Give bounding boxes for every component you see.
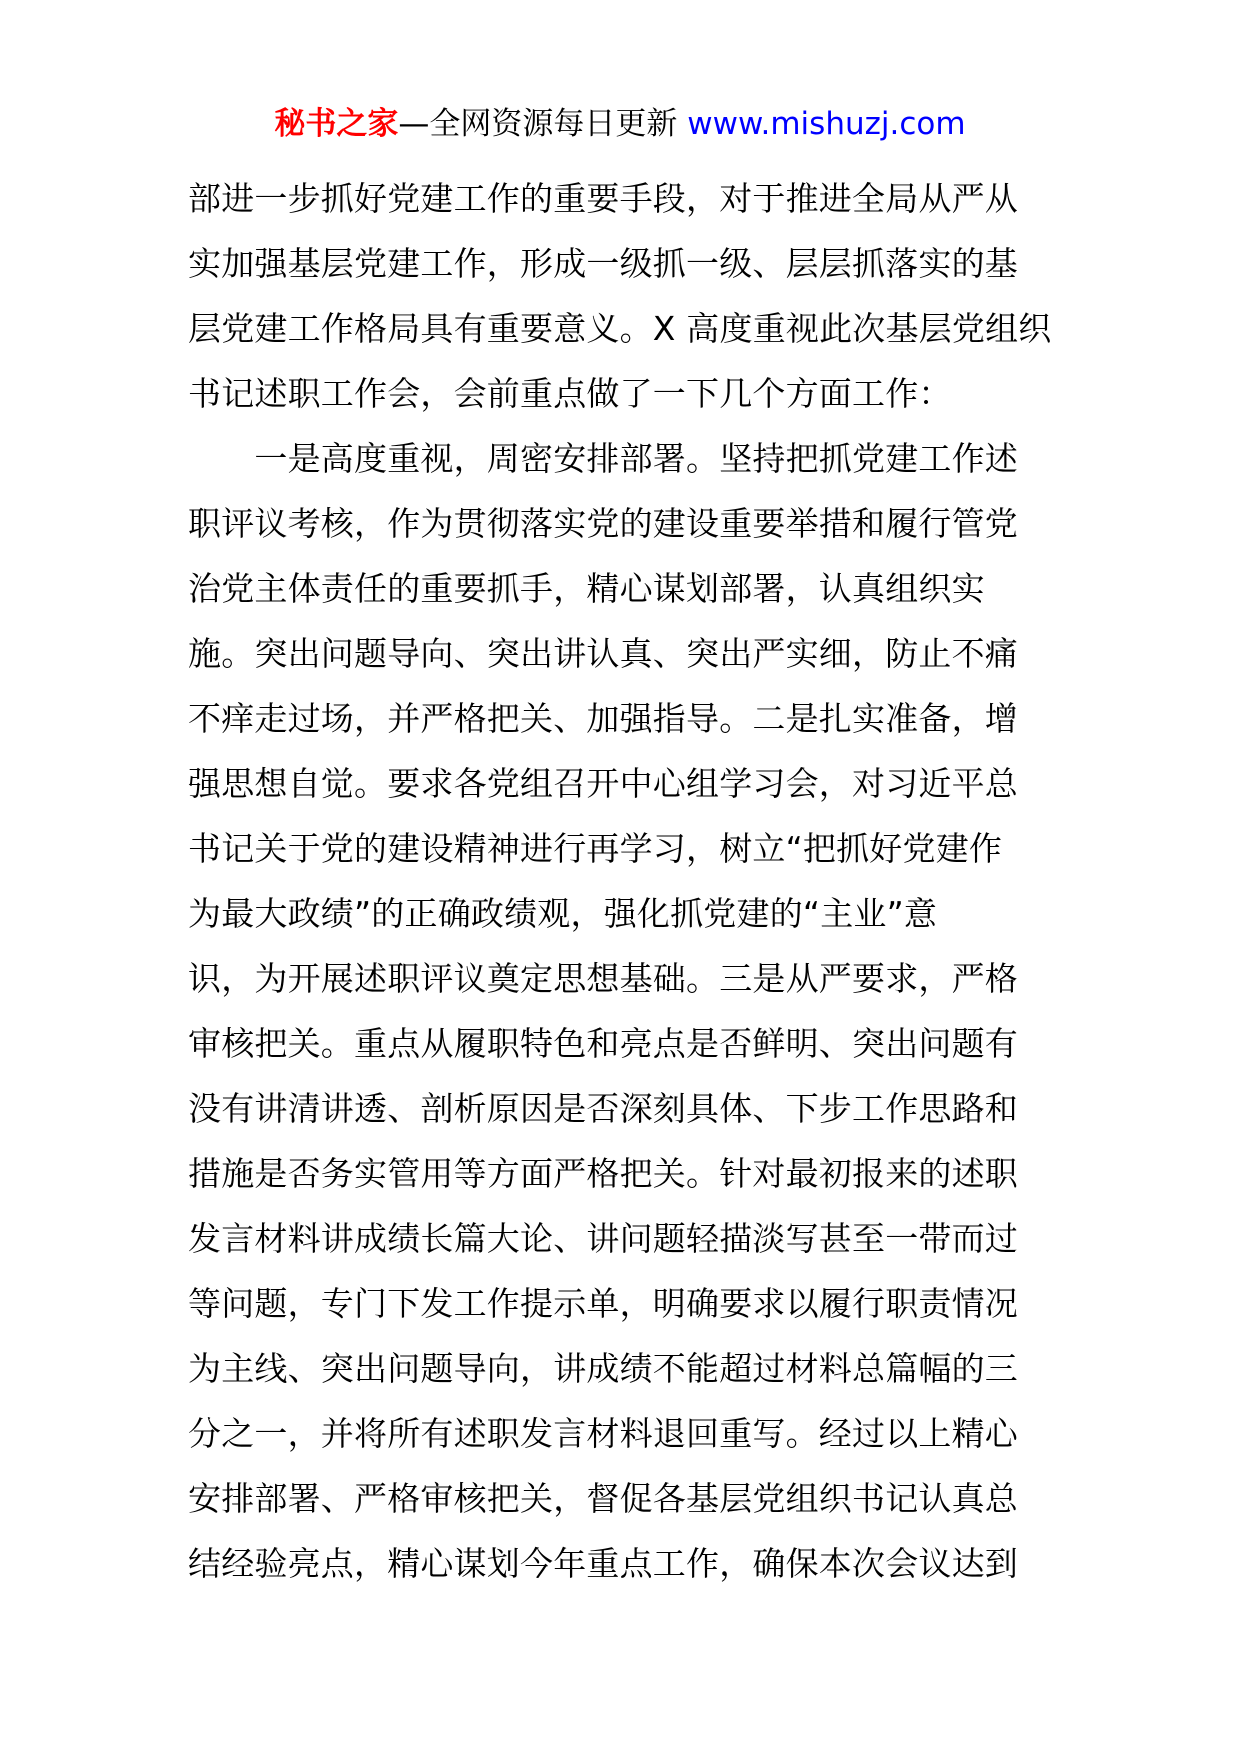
document-body <box>188 166 1068 1596</box>
text-line: 一是高度重视，周密安排部署。坚持把抓党建工作述 <box>188 439 1018 478</box>
text-line: 结经验亮点，精心谋划今年重点工作，确保本次会议达到 <box>188 1544 1018 1583</box>
text-line: 强思想自觉。要求各党组召开中心组学习会，对习近平总 <box>188 764 1018 803</box>
text-line: 措施是否务实管用等方面严格把关。针对最初报来的述职 <box>188 1154 1018 1193</box>
text-line: 书记述职工作会，会前重点做了一下几个方面工作： <box>188 374 952 413</box>
text-line: 职评议考核，作为贯彻落实党的建设重要举措和履行管党 <box>188 504 1018 543</box>
text-line: 审核把关。重点从履职特色和亮点是否鲜明、突出问题有 <box>188 1024 1018 1063</box>
text-line: 实加强基层党建工作，形成一级抓一级、层层抓落实的基 <box>188 244 1018 283</box>
header-brand: 秘书之家 <box>274 106 399 142</box>
text-line: 为最大政绩”的正确政绩观，强化抓党建的“主业”意 <box>188 894 938 933</box>
text-line: 治党主体责任的重要抓手，精心谋划部署，认真组织实 <box>188 569 985 608</box>
text-line: 等问题，专门下发工作提示单，明确要求以履行职责情况 <box>188 1284 1018 1323</box>
text-line: 施。突出问题导向、突出讲认真、突出严实细，防止不痛 <box>188 634 1018 673</box>
text-line: 层党建工作格局具有重要意义。X 高度重视此次基层党组织 <box>188 309 1052 348</box>
text-line: 安排部署、严格审核把关，督促各基层党组织书记认真总 <box>188 1479 1018 1518</box>
text-line: 识，为开展述职评议奠定思想基础。三是从严要求，严格 <box>188 959 1018 998</box>
header-site-link[interactable]: www.mishuzj.com <box>687 106 966 142</box>
text-line: 发言材料讲成绩长篇大论、讲问题轻描淡写甚至一带而过 <box>188 1219 1018 1258</box>
text-line: 为主线、突出问题导向，讲成绩不能超过材料总篇幅的三 <box>188 1349 1018 1388</box>
text-line: 书记关于党的建设精神进行再学习，树立“把抓好党建作 <box>188 829 1003 868</box>
header-tagline: —全网资源每日更新 <box>398 106 688 142</box>
text-line: 不痒走过场，并严格把关、加强指导。二是扎实准备，增 <box>188 699 1018 738</box>
text-line: 分之一，并将所有述职发言材料退回重写。经过以上精心 <box>188 1414 1018 1453</box>
page-header <box>0 102 1240 146</box>
text-line: 部进一步抓好党建工作的重要手段，对于推进全局从严从 <box>188 179 1018 218</box>
text-line: 没有讲清讲透、剖析原因是否深刻具体、下步工作思路和 <box>188 1089 1018 1128</box>
